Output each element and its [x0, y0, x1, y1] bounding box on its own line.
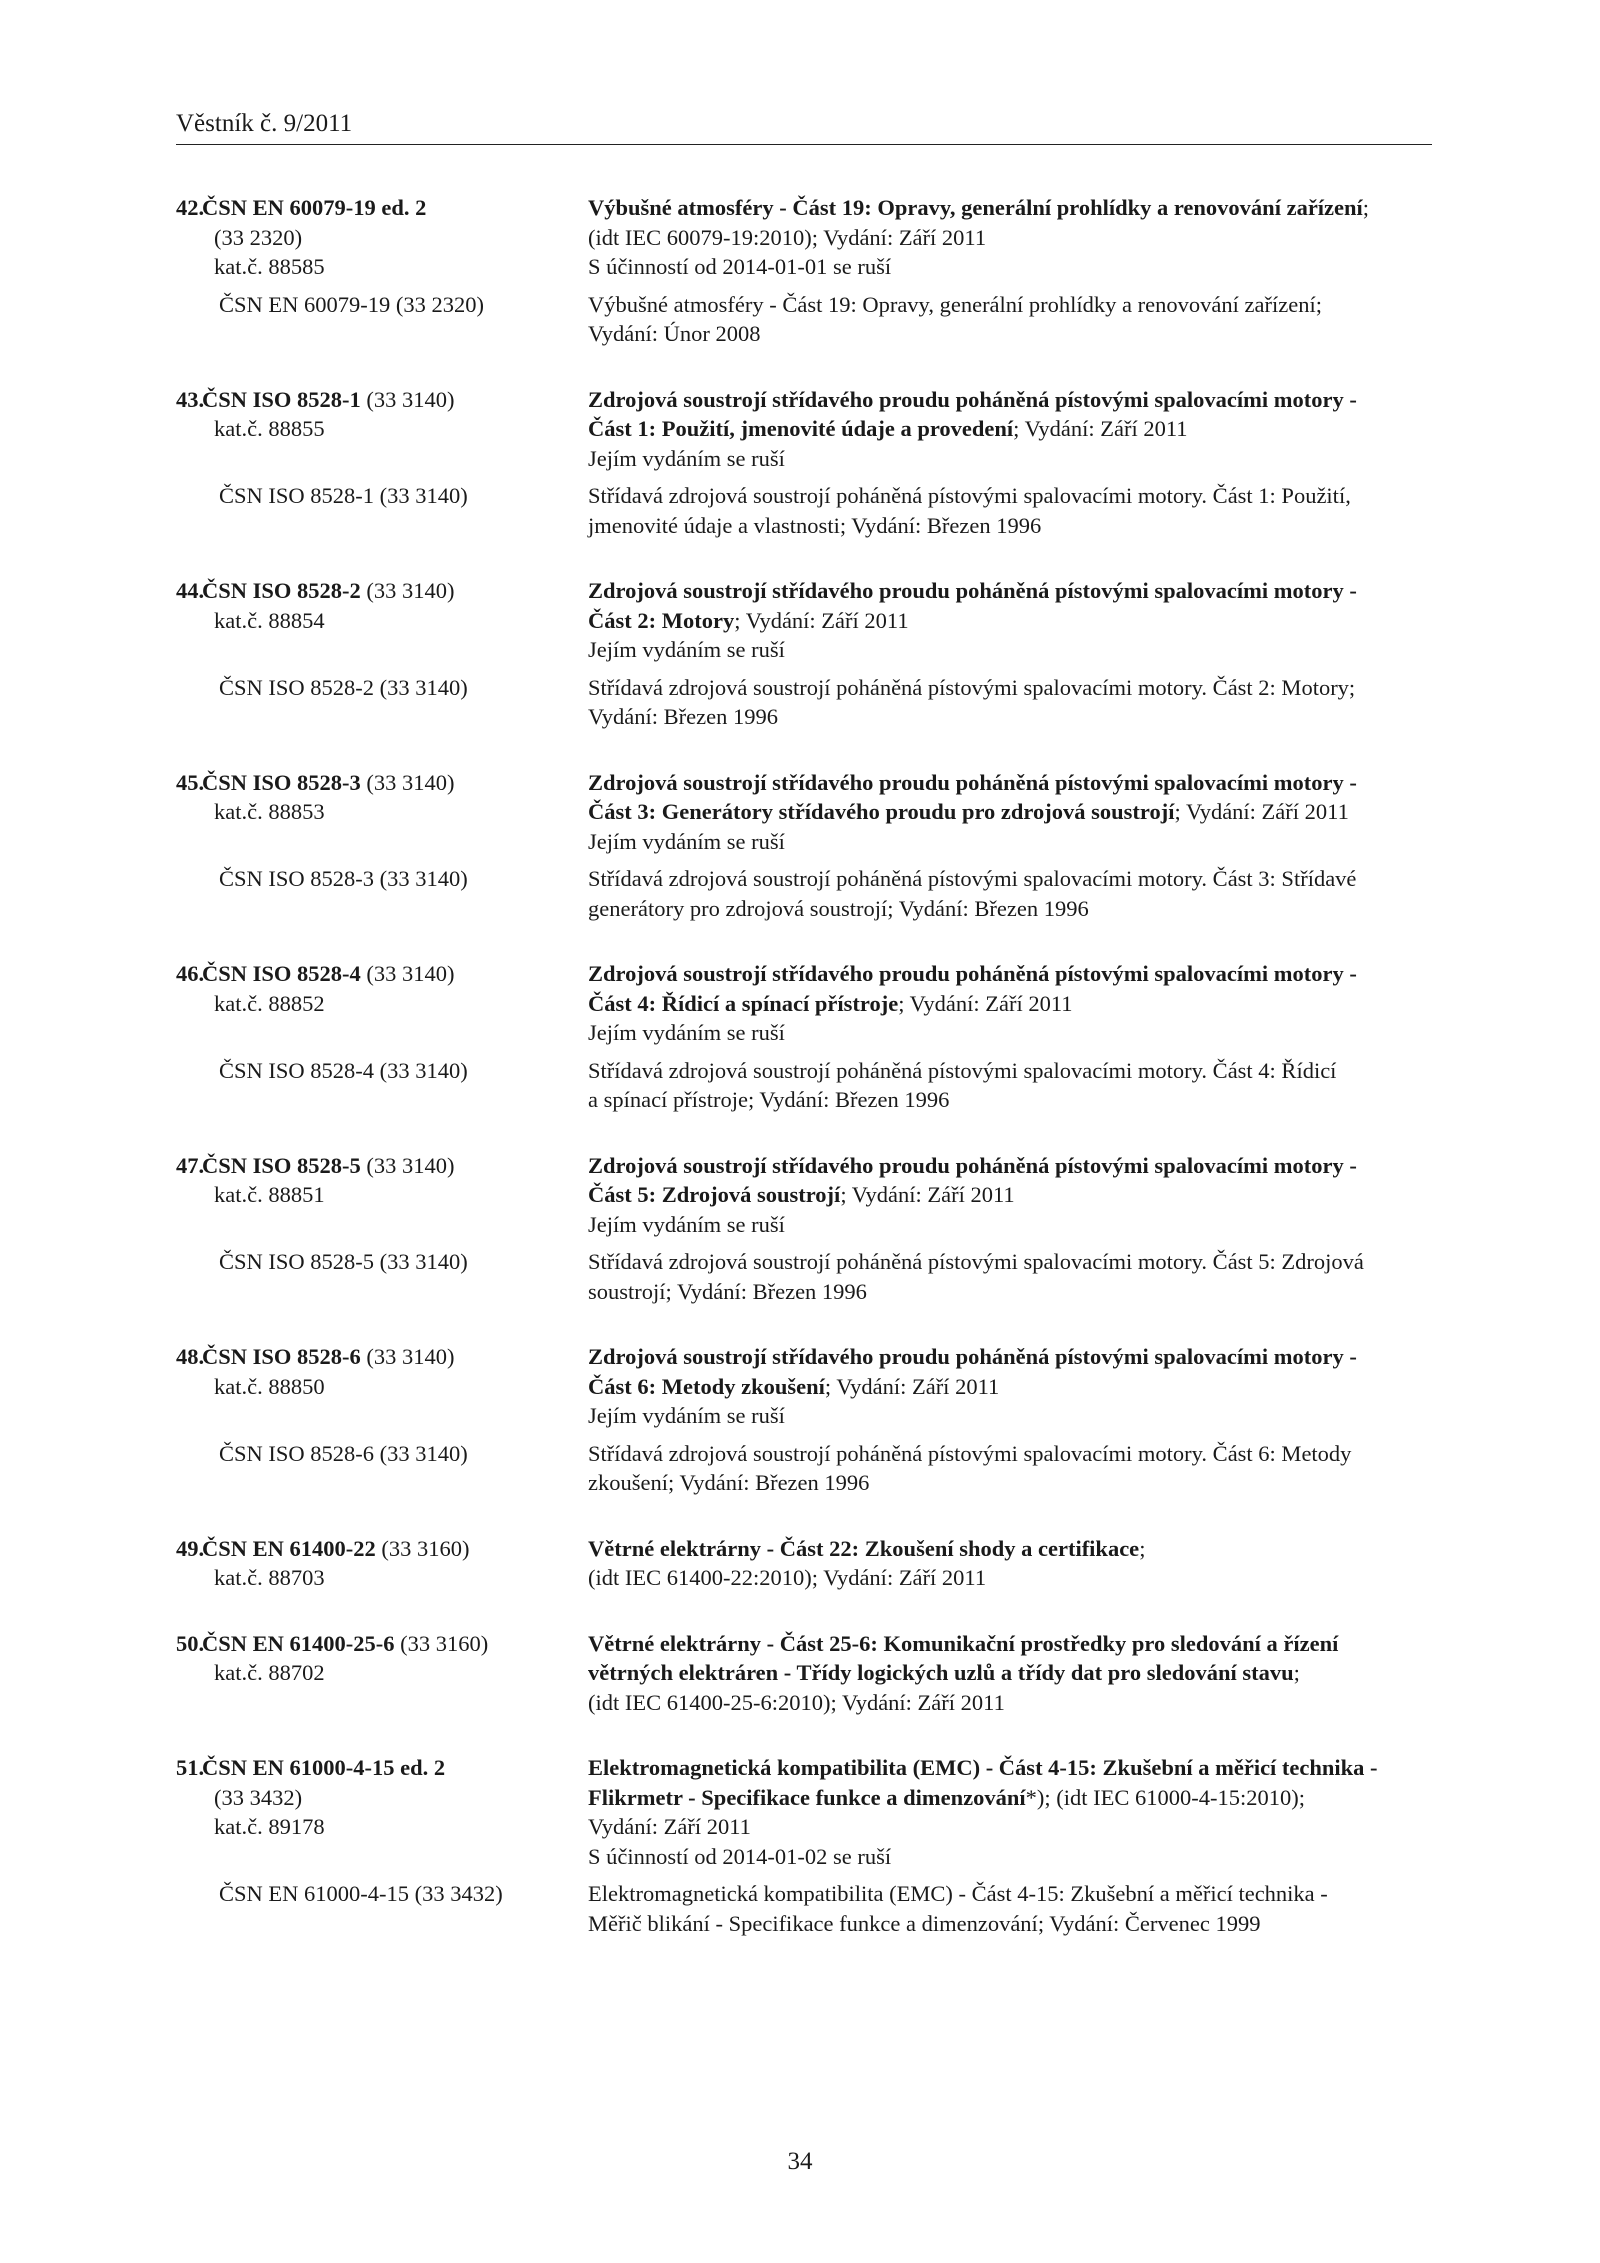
replaced-description-line: jmenovité údaje a vlastnosti; Vydání: Březen 1996	[588, 512, 1042, 538]
bold-text: ČSN EN 61000-4-15 ed. 2	[202, 1755, 446, 1780]
text: (33 3140)	[360, 578, 455, 603]
text: kat.č. 88853	[214, 799, 325, 824]
description-line	[588, 576, 1432, 606]
code-line	[176, 959, 588, 989]
replaced-standard-row	[176, 864, 1432, 923]
replaced-description-line: Střídavá zdrojová soustrojí poháněná pístovými spalovacími motory. Část 6: Metody	[588, 1440, 1352, 1466]
bold-text: ČSN ISO 8528-5	[202, 1152, 361, 1178]
bold-text: Zdrojová soustrojí střídavého proudu poháněná pístovými spalovacími motory -	[588, 769, 1357, 795]
text: (idt IEC 61400-22:2010); Vydání: Září 2011	[588, 1565, 987, 1590]
text: (33 2320)	[214, 224, 303, 250]
page-number: 34	[787, 2148, 813, 2175]
text: ;	[1293, 1660, 1300, 1685]
description-line	[588, 989, 1432, 1019]
entry-number: 47.	[176, 1152, 205, 1178]
standard-code	[176, 1342, 588, 1431]
code-line	[176, 1151, 588, 1181]
text: kat.č. 88855	[214, 416, 325, 441]
replaced-description	[588, 290, 1432, 349]
replaced-standard-row	[176, 673, 1432, 732]
bold-text: Zdrojová soustrojí střídavého proudu poháněná pístovými spalovacími motory -	[588, 961, 1357, 986]
text: (33 3432)	[214, 1784, 303, 1810]
text: ; Vydání: Září 2011	[734, 607, 909, 633]
code-line	[176, 576, 588, 606]
text: ; Vydání: Září 2011	[898, 990, 1073, 1016]
description-line	[588, 1534, 1432, 1564]
bold-text: ČSN EN 61400-22	[202, 1535, 376, 1561]
standard-description	[588, 768, 1432, 857]
replaced-description-line: Měřič blikání - Specifikace funkce a dimenzování; Vydání: Červenec 1999	[588, 1910, 1261, 1936]
bold-text: Flikrmetr - Specifikace funkce a dimenzování	[588, 1784, 1026, 1810]
standard-description	[588, 1342, 1432, 1431]
replaced-description-line: Střídavá zdrojová soustrojí poháněná pístovými spalovacími motory. Část 4: Řídicí	[588, 1057, 1337, 1083]
bold-text: Část 4: Řídicí a spínací přístroje	[588, 990, 899, 1016]
code-line	[176, 797, 588, 827]
bold-text: ČSN ISO 8528-1	[202, 386, 361, 412]
replaced-code	[176, 290, 588, 349]
replaced-description	[588, 1056, 1432, 1115]
text: (33 3140)	[360, 1152, 455, 1178]
replaced-description-line: soustrojí; Vydání: Březen 1996	[588, 1278, 867, 1304]
bold-text: Část 2: Motory	[588, 607, 735, 633]
replaced-description	[588, 864, 1432, 923]
description-line	[588, 768, 1432, 798]
description-line	[588, 1151, 1432, 1181]
entry-main-row	[176, 1534, 1432, 1593]
standard-description	[588, 1151, 1432, 1240]
bold-text: Výbušné atmosféry - Část 19: Opravy, generální prohlídky a renovování zařízení	[588, 195, 1363, 220]
text: S účinností od 2014-01-02 se ruší	[588, 1843, 892, 1869]
replaced-code	[176, 1056, 588, 1115]
description-line	[588, 635, 1432, 665]
standard-code	[176, 193, 588, 282]
replaced-code	[176, 673, 588, 732]
entry-number: 50.	[176, 1630, 205, 1656]
description-line	[588, 385, 1432, 415]
standards-list	[176, 193, 1432, 1974]
page-header	[176, 108, 1432, 145]
code-line	[176, 1783, 588, 1813]
description-line	[588, 1783, 1432, 1813]
code-line	[176, 1629, 588, 1659]
description-line	[588, 1180, 1432, 1210]
code-line	[176, 1180, 588, 1210]
standard-entry	[176, 1629, 1432, 1718]
text: ; Vydání: Září 2011	[1013, 416, 1188, 441]
text: (33 3140)	[360, 961, 455, 986]
code-line	[176, 1753, 588, 1783]
text: kat.č. 88702	[214, 1660, 325, 1685]
entry-main-row	[176, 1342, 1432, 1431]
bold-text: ČSN ISO 8528-6	[202, 1344, 361, 1369]
replaced-description-line: a spínací přístroje; Vydání: Březen 1996	[588, 1087, 950, 1112]
description-line	[588, 1629, 1432, 1659]
replaced-code-text: ČSN ISO 8528-5 (33 3140)	[219, 1249, 468, 1274]
replaced-code-text: ČSN ISO 8528-6 (33 3140)	[219, 1440, 468, 1466]
replaced-code-text: ČSN ISO 8528-2 (33 3140)	[219, 674, 468, 700]
text: ; Vydání: Září 2011	[840, 1182, 1015, 1207]
description-line	[588, 444, 1432, 474]
text: S účinností od 2014-01-01 se ruší	[588, 254, 892, 279]
replaced-code-text: ČSN EN 60079-19 (33 2320)	[219, 291, 484, 317]
standard-entry	[176, 1753, 1432, 1938]
text: (idt IEC 60079-19:2010); Vydání: Září 2011	[588, 224, 987, 250]
replaced-description	[588, 481, 1432, 540]
description-line	[588, 252, 1432, 282]
description-line	[588, 1842, 1432, 1872]
text: (33 3160)	[375, 1535, 470, 1561]
entry-main-row	[176, 1151, 1432, 1240]
replaced-code	[176, 864, 588, 923]
replaced-standard-row	[176, 1879, 1432, 1938]
text: Jejím vydáním se ruší	[588, 445, 785, 471]
entry-number: 46.	[176, 961, 205, 986]
bold-text: větrných elektráren - Třídy logických uzlů a třídy dat pro sledování stavu	[588, 1660, 1294, 1685]
text: ; Vydání: Září 2011	[1174, 799, 1349, 824]
entry-main-row	[176, 576, 1432, 665]
bold-text: Část 6: Metody zkoušení	[588, 1373, 825, 1399]
text: ; Vydání: Září 2011	[824, 1373, 1000, 1399]
entry-number: 43.	[176, 386, 205, 412]
description-line	[588, 1372, 1432, 1402]
bold-text: ČSN EN 60079-19 ed. 2	[202, 195, 427, 220]
replaced-standard-row	[176, 290, 1432, 349]
code-line	[176, 768, 588, 798]
standard-description	[588, 576, 1432, 665]
entry-number: 49.	[176, 1535, 205, 1561]
standard-entry	[176, 1151, 1432, 1307]
text: Jejím vydáním se ruší	[588, 1403, 785, 1428]
replaced-description-line: Střídavá zdrojová soustrojí poháněná pístovými spalovacími motory. Část 5: Zdrojová	[588, 1249, 1364, 1274]
entry-number: 45.	[176, 769, 205, 795]
standard-code	[176, 1629, 588, 1718]
replaced-code-text: ČSN ISO 8528-4 (33 3140)	[219, 1057, 468, 1083]
entry-main-row	[176, 385, 1432, 474]
code-line	[176, 414, 588, 444]
text: kat.č. 88703	[214, 1565, 325, 1590]
code-line	[176, 989, 588, 1019]
standard-entry	[176, 1342, 1432, 1498]
text: ;	[1139, 1535, 1146, 1561]
standard-entry	[176, 959, 1432, 1115]
description-line	[588, 1210, 1432, 1240]
bold-text: ČSN ISO 8528-4	[202, 961, 361, 986]
replaced-description-line: Vydání: Březen 1996	[588, 704, 778, 729]
bold-text: Větrné elektrárny - Část 25-6: Komunikační prostředky pro sledování a řízení	[588, 1630, 1339, 1656]
code-line	[176, 193, 588, 223]
replaced-standard-row	[176, 1056, 1432, 1115]
replaced-description-line: Střídavá zdrojová soustrojí poháněná pístovými spalovacími motory. Část 2: Motory;	[588, 674, 1356, 700]
standard-description	[588, 959, 1432, 1048]
journal-title: Věstník č. 9/2011	[176, 110, 353, 137]
standard-description	[588, 193, 1432, 282]
text: (33 3140)	[360, 1344, 455, 1369]
replaced-code-text: ČSN ISO 8528-3 (33 3140)	[219, 866, 468, 891]
standard-description	[588, 1534, 1432, 1593]
entry-number: 42.	[176, 195, 205, 220]
bold-text: Část 5: Zdrojová soustrojí	[588, 1182, 841, 1207]
code-line	[176, 1372, 588, 1402]
replaced-code-text: ČSN ISO 8528-1 (33 3140)	[219, 483, 468, 508]
text: Jejím vydáním se ruší	[588, 637, 785, 662]
replaced-description-line: zkoušení; Vydání: Březen 1996	[588, 1470, 870, 1495]
replaced-description-line: Výbušné atmosféry - Část 19: Opravy, generální prohlídky a renovování zařízení;	[588, 291, 1322, 317]
replaced-standard-row	[176, 1247, 1432, 1306]
text: ;	[1362, 195, 1370, 220]
entry-number: 44.	[176, 578, 205, 603]
bold-text: Část 3: Generátory střídavého proudu pro zdrojová soustrojí	[588, 799, 1175, 824]
text: Jejím vydáním se ruší	[588, 1211, 785, 1237]
replaced-code	[176, 1247, 588, 1306]
replaced-code	[176, 1879, 588, 1938]
replaced-description	[588, 1439, 1432, 1498]
code-line	[176, 385, 588, 415]
code-line	[176, 1658, 588, 1688]
bold-text: ČSN ISO 8528-3	[202, 769, 361, 795]
replaced-description-line: Vydání: Únor 2008	[588, 321, 761, 346]
standard-code	[176, 959, 588, 1048]
entry-number: 51.	[176, 1755, 205, 1780]
code-line	[176, 252, 588, 282]
text: Jejím vydáním se ruší	[588, 828, 785, 854]
replaced-description-line: Střídavá zdrojová soustrojí poháněná pístovými spalovacími motory. Část 3: Střídavé	[588, 866, 1357, 891]
standard-code	[176, 1534, 588, 1593]
text: kat.č. 88851	[214, 1182, 325, 1207]
bold-text: ČSN ISO 8528-2	[202, 578, 361, 603]
entry-main-row	[176, 768, 1432, 857]
replaced-description	[588, 673, 1432, 732]
description-line	[588, 1688, 1432, 1718]
replaced-description-line: generátory pro zdrojová soustrojí; Vydání: Březen 1996	[588, 895, 1089, 921]
entry-main-row	[176, 959, 1432, 1048]
text: kat.č. 88852	[214, 990, 325, 1016]
code-line	[176, 606, 588, 636]
bold-text: Část 1: Použití, jmenovité údaje a provedení	[588, 416, 1014, 441]
bold-text: Větrné elektrárny - Část 22: Zkoušení shody a certifikace	[588, 1535, 1140, 1561]
text: kat.č. 88850	[214, 1373, 325, 1399]
description-line	[588, 1753, 1432, 1783]
text: (33 3140)	[360, 769, 455, 795]
replaced-code-text: ČSN EN 61000-4-15 (33 3432)	[219, 1881, 503, 1906]
replaced-description-line: Střídavá zdrojová soustrojí poháněná pístovými spalovacími motory. Část 1: Použití,	[588, 483, 1351, 508]
standard-entry	[176, 576, 1432, 732]
description-line	[588, 1018, 1432, 1048]
bold-text: Zdrojová soustrojí střídavého proudu poháněná pístovými spalovacími motory -	[588, 1152, 1357, 1178]
bold-text: Zdrojová soustrojí střídavého proudu poháněná pístovými spalovacími motory -	[588, 1344, 1357, 1369]
description-line	[588, 606, 1432, 636]
description-line	[588, 1563, 1432, 1593]
code-line	[176, 1563, 588, 1593]
standard-entry	[176, 385, 1432, 541]
text: *); (idt IEC 61000-4-15:2010);	[1025, 1784, 1306, 1810]
bold-text: Zdrojová soustrojí střídavého proudu poháněná pístovými spalovacími motory -	[588, 578, 1357, 603]
text: Jejím vydáním se ruší	[588, 1020, 785, 1045]
text: (idt IEC 61400-25-6:2010); Vydání: Září 2011	[588, 1689, 1005, 1715]
text: (33 3140)	[360, 386, 455, 412]
replaced-code	[176, 481, 588, 540]
replaced-standard-row	[176, 1439, 1432, 1498]
description-line	[588, 193, 1432, 223]
description-line	[588, 959, 1432, 989]
standard-description	[588, 1629, 1432, 1718]
text: kat.č. 88854	[214, 607, 325, 633]
description-line	[588, 1658, 1432, 1688]
description-line	[588, 223, 1432, 253]
standard-description	[588, 1753, 1432, 1871]
replaced-description-line: Elektromagnetická kompatibilita (EMC) - Část 4-15: Zkušební a měřicí technika -	[588, 1881, 1328, 1906]
standard-code	[176, 1753, 588, 1871]
replaced-description	[588, 1247, 1432, 1306]
entry-main-row	[176, 1629, 1432, 1718]
replaced-standard-row	[176, 481, 1432, 540]
text: Vydání: Září 2011	[588, 1814, 751, 1839]
text: (33 3160)	[394, 1630, 489, 1656]
standard-entry	[176, 193, 1432, 349]
description-line	[588, 414, 1432, 444]
standard-code	[176, 768, 588, 857]
code-line	[176, 1534, 588, 1564]
entry-main-row	[176, 1753, 1432, 1871]
text: kat.č. 88585	[214, 254, 325, 279]
code-line	[176, 1812, 588, 1842]
entry-number: 48.	[176, 1344, 205, 1369]
bold-text: ČSN EN 61400-25-6	[202, 1630, 395, 1656]
standard-code	[176, 576, 588, 665]
code-line	[176, 1342, 588, 1372]
entry-main-row	[176, 193, 1432, 282]
description-line	[588, 1812, 1432, 1842]
standard-entry	[176, 1534, 1432, 1593]
bold-text: Elektromagnetická kompatibilita (EMC) - Část 4-15: Zkušební a měřicí technika -	[588, 1755, 1378, 1780]
standard-entry	[176, 768, 1432, 924]
bold-text: Zdrojová soustrojí střídavého proudu poháněná pístovými spalovacími motory -	[588, 386, 1357, 412]
description-line	[588, 1401, 1432, 1431]
code-line	[176, 223, 588, 253]
text: kat.č. 89178	[214, 1814, 325, 1839]
description-line	[588, 827, 1432, 857]
description-line	[588, 797, 1432, 827]
standard-description	[588, 385, 1432, 474]
replaced-code	[176, 1439, 588, 1498]
standard-code	[176, 385, 588, 474]
standard-code	[176, 1151, 588, 1240]
description-line	[588, 1342, 1432, 1372]
replaced-description	[588, 1879, 1432, 1938]
